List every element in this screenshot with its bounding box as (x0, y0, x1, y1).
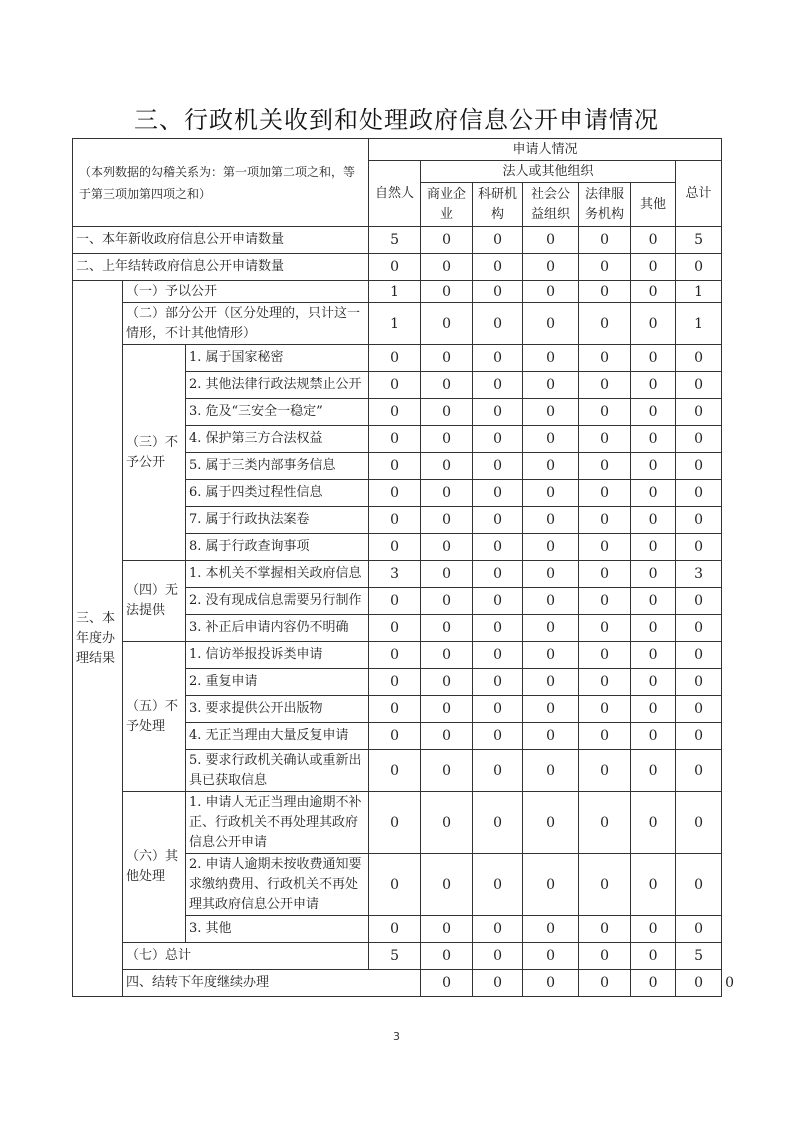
cell: 0 (523, 345, 579, 372)
cell: 0 (676, 750, 722, 792)
row-label: 1. 信访举报投诉类申请 (186, 642, 369, 669)
cell: 0 (676, 345, 722, 372)
header-public-welfare: 社会公益组织 (523, 183, 579, 227)
cell: 0 (676, 696, 722, 723)
row-label: 1. 属于国家秘密 (186, 345, 369, 372)
cell: 0 (421, 916, 473, 943)
cell: 0 (473, 254, 523, 281)
cell: 0 (473, 534, 523, 561)
cell: 0 (473, 588, 523, 615)
cell: 0 (676, 916, 722, 943)
header-legal-group: 法人或其他组织 (421, 161, 676, 183)
cell: 0 (369, 345, 421, 372)
cell: 0 (579, 534, 631, 561)
cell: 1 (676, 303, 722, 345)
row-label: 3. 要求提供公开出版物 (186, 696, 369, 723)
cell: 0 (523, 480, 579, 507)
cell: 0 (676, 615, 722, 642)
cell: 0 (579, 561, 631, 588)
cell: 0 (579, 399, 631, 426)
cell: 0 (369, 723, 421, 750)
cell: 0 (631, 615, 676, 642)
cell: 0 (421, 854, 473, 916)
row-label: 5. 属于三类内部事务信息 (186, 453, 369, 480)
cell: 0 (631, 227, 676, 254)
cell: 0 (631, 534, 676, 561)
cell: 0 (523, 227, 579, 254)
row-label: 6. 属于四类过程性信息 (186, 480, 369, 507)
cell: 0 (421, 750, 473, 792)
cell: 0 (523, 792, 579, 854)
cell: 0 (369, 507, 421, 534)
cell: 0 (631, 970, 676, 997)
cell: 0 (473, 426, 523, 453)
row-label: 2. 申请人逾期未按收费通知要求缴纳费用、行政机关不再处理其政府信息公开申请 (186, 854, 369, 916)
table-row: 四、结转下年度继续办理 0 0 0 0 0 0 0 (73, 970, 722, 997)
cell: 0 (369, 750, 421, 792)
cell: 0 (579, 943, 631, 970)
cell: 0 (421, 227, 473, 254)
header-total: 总计 (676, 161, 722, 227)
cell: 0 (523, 916, 579, 943)
cell: 0 (369, 372, 421, 399)
cell: 0 (523, 453, 579, 480)
cell: 0 (473, 943, 523, 970)
cell: 0 (473, 854, 523, 916)
cell: 0 (421, 615, 473, 642)
cell: 0 (631, 399, 676, 426)
cell: 0 (579, 345, 631, 372)
header-applicant-group: 申请人情况 (369, 139, 722, 161)
cell: 0 (631, 854, 676, 916)
row-label: 7. 属于行政执法案卷 (186, 507, 369, 534)
cell: 0 (473, 916, 523, 943)
cell: 0 (676, 642, 722, 669)
cell: 0 (473, 345, 523, 372)
cell: 0 (421, 426, 473, 453)
cell: 0 (579, 372, 631, 399)
cell: 0 (676, 372, 722, 399)
cell: 0 (631, 588, 676, 615)
cell: 0 (676, 588, 722, 615)
cell: 0 (631, 642, 676, 669)
table-row (73, 792, 722, 854)
row-label: （一）予以公开 (123, 281, 369, 303)
cell: 0 (473, 615, 523, 642)
cell: 0 (523, 723, 579, 750)
cell: 0 (421, 792, 473, 854)
cell: 0 (369, 453, 421, 480)
cell: 0 (523, 943, 579, 970)
cell: 0 (369, 792, 421, 854)
row-label: 二、上年结转政府信息公开申请数量 (73, 254, 369, 281)
cell: 0 (676, 399, 722, 426)
cell: 0 (631, 426, 676, 453)
cell: 0 (421, 669, 473, 696)
cell: 0 (369, 696, 421, 723)
cell: 1 (369, 281, 421, 303)
cell: 0 (676, 970, 722, 997)
section-3-label: 三、本年度办理结果 (73, 281, 123, 997)
cell: 0 (631, 480, 676, 507)
cell: 0 (473, 970, 523, 997)
cell: 0 (473, 399, 523, 426)
cell: 3 (369, 561, 421, 588)
cell: 0 (676, 426, 722, 453)
cell: 0 (579, 615, 631, 642)
cell: 0 (523, 426, 579, 453)
row-label: （二）部分公开（区分处理的，只计这一情形，不计其他情形） (123, 303, 369, 345)
cell: 0 (421, 970, 473, 997)
table-row (73, 281, 722, 303)
cell: 0 (421, 372, 473, 399)
cell: 0 (631, 372, 676, 399)
cell: 5 (369, 943, 421, 970)
cell: 0 (421, 723, 473, 750)
cell: 0 (473, 453, 523, 480)
table-row (73, 642, 722, 669)
header-commercial: 商业企业 (421, 183, 473, 227)
cell: 0 (523, 372, 579, 399)
row-label: 2. 没有现成信息需要另行制作 (186, 588, 369, 615)
cell: 0 (369, 615, 421, 642)
cell: 0 (676, 480, 722, 507)
cell: 0 (579, 642, 631, 669)
cell: 5 (369, 227, 421, 254)
cell: 0 (421, 588, 473, 615)
row-label: 5. 要求行政机关确认或重新出具已获取信息 (186, 750, 369, 792)
cell: 0 (523, 854, 579, 916)
cell: 0 (579, 588, 631, 615)
table-note: （本列数据的勾稽关系为：第一项加第二项之和，等于第三项加第四项之和） (73, 139, 369, 227)
cell: 0 (473, 561, 523, 588)
row-label: 2. 重复申请 (186, 669, 369, 696)
cell: 0 (579, 507, 631, 534)
cell: 0 (369, 534, 421, 561)
group-5-label: （五）不予处理 (123, 642, 186, 792)
cell: 0 (473, 372, 523, 399)
row-label: 1. 申请人无正当理由逾期不补正、行政机关不再处理其政府信息公开申请 (186, 792, 369, 854)
cell: 0 (421, 696, 473, 723)
header-legal-service: 法律服务机构 (579, 183, 631, 227)
group-3-label: （三）不予公开 (123, 345, 186, 561)
cell: 0 (631, 669, 676, 696)
cell: 0 (631, 561, 676, 588)
cell: 1 (676, 281, 722, 303)
cell: 0 (631, 281, 676, 303)
cell: 0 (523, 970, 579, 997)
cell: 0 (676, 723, 722, 750)
cell: 0 (579, 696, 631, 723)
cell: 0 (523, 303, 579, 345)
cell: 0 (579, 723, 631, 750)
page-title: 三、行政机关收到和处理政府信息公开申请情况 (134, 106, 659, 134)
cell: 0 (631, 723, 676, 750)
cell: 0 (369, 854, 421, 916)
cell: 0 (676, 254, 722, 281)
cell: 0 (421, 281, 473, 303)
cell: 0 (421, 534, 473, 561)
cell: 0 (369, 480, 421, 507)
cell: 0 (631, 792, 676, 854)
cell: 0 (579, 750, 631, 792)
cell: 0 (473, 480, 523, 507)
cell: 0 (473, 792, 523, 854)
cell: 0 (579, 453, 631, 480)
cell: 0 (579, 916, 631, 943)
cell: 0 (473, 723, 523, 750)
cell: 0 (473, 227, 523, 254)
cell: 0 (631, 916, 676, 943)
cell: 0 (676, 534, 722, 561)
cell: 0 (579, 480, 631, 507)
cell: 0 (579, 281, 631, 303)
header-other: 其他 (631, 183, 676, 227)
cell: 0 (523, 561, 579, 588)
cell: 0 (523, 669, 579, 696)
disclosure-table (72, 138, 734, 997)
cell: 0 (473, 696, 523, 723)
cell: 0 (523, 507, 579, 534)
table-row (73, 345, 722, 372)
cell: 0 (523, 696, 579, 723)
cell: 0 (523, 281, 579, 303)
row-label: 一、本年新收政府信息公开申请数量 (73, 227, 369, 254)
row-label: 3. 危及“三安全一稳定” (186, 399, 369, 426)
cell: 0 (421, 345, 473, 372)
cell: 0 (523, 615, 579, 642)
cell: 0 (579, 669, 631, 696)
cell: 0 (631, 696, 676, 723)
cell: 0 (631, 345, 676, 372)
cell: 0 (369, 254, 421, 281)
group-6-label: （六）其他处理 (123, 792, 186, 943)
cell: 0 (523, 750, 579, 792)
cell: 0 (523, 588, 579, 615)
row-label: 2. 其他法律行政法规禁止公开 (186, 372, 369, 399)
cell: 0 (523, 254, 579, 281)
cell: 0 (579, 792, 631, 854)
group-4-label: （四）无法提供 (123, 561, 186, 642)
cell: 0 (421, 642, 473, 669)
cell: 0 (473, 507, 523, 534)
table-row (73, 227, 722, 254)
page-number: 3 (393, 1030, 400, 1043)
table-row (73, 303, 722, 345)
cell: 0 (523, 642, 579, 669)
cell: 3 (676, 561, 722, 588)
row-label: 3. 其他 (186, 916, 369, 943)
cell: 0 (369, 642, 421, 669)
cell: 0 (421, 399, 473, 426)
cell: 5 (676, 943, 722, 970)
cell: 5 (676, 227, 722, 254)
row-label: 4. 保护第三方合法权益 (186, 426, 369, 453)
cell: 0 (579, 426, 631, 453)
cell: 0 (579, 970, 631, 997)
cell: 0 (369, 916, 421, 943)
row-label: 4. 无正当理由大量反复申请 (186, 723, 369, 750)
cell: 0 (579, 254, 631, 281)
cell: 0 (676, 507, 722, 534)
cell: 0 (631, 750, 676, 792)
cell: 0 (421, 480, 473, 507)
table-row (73, 943, 722, 970)
cell: 1 (369, 303, 421, 345)
cell: 0 (421, 453, 473, 480)
cell: 0 (369, 399, 421, 426)
row-label: （七）总计 (123, 943, 369, 970)
cell: 0 (473, 642, 523, 669)
cell: 0 (631, 303, 676, 345)
cell: 0 (473, 669, 523, 696)
table-row (73, 254, 722, 281)
cell: 0 (579, 227, 631, 254)
row-label: 四、结转下年度继续办理 (123, 970, 421, 997)
cell: 0 (473, 750, 523, 792)
cell: 0 (631, 507, 676, 534)
cell: 0 (676, 854, 722, 916)
cell: 0 (421, 507, 473, 534)
cell: 0 (473, 303, 523, 345)
table-row (73, 561, 722, 588)
cell: 0 (369, 426, 421, 453)
cell: 0 (676, 792, 722, 854)
cell: 0 (421, 303, 473, 345)
cell: 0 (523, 534, 579, 561)
cell: 0 (631, 943, 676, 970)
cell: 0 (631, 453, 676, 480)
cell: 0 (473, 281, 523, 303)
cell: 0 (421, 943, 473, 970)
row-label: 1. 本机关不掌握相关政府信息 (186, 561, 369, 588)
row-label: 8. 属于行政查询事项 (186, 534, 369, 561)
cell: 0 (579, 303, 631, 345)
cell: 0 (369, 669, 421, 696)
cell: 0 (421, 254, 473, 281)
cell: 0 (369, 588, 421, 615)
cell: 0 (631, 254, 676, 281)
cell: 0 (523, 399, 579, 426)
cell: 0 (676, 453, 722, 480)
cell: 0 (676, 669, 722, 696)
header-research: 科研机构 (473, 183, 523, 227)
header-natural-person: 自然人 (369, 161, 421, 227)
row-label: 3. 补正后申请内容仍不明确 (186, 615, 369, 642)
cell: 0 (421, 561, 473, 588)
cell: 0 (579, 854, 631, 916)
